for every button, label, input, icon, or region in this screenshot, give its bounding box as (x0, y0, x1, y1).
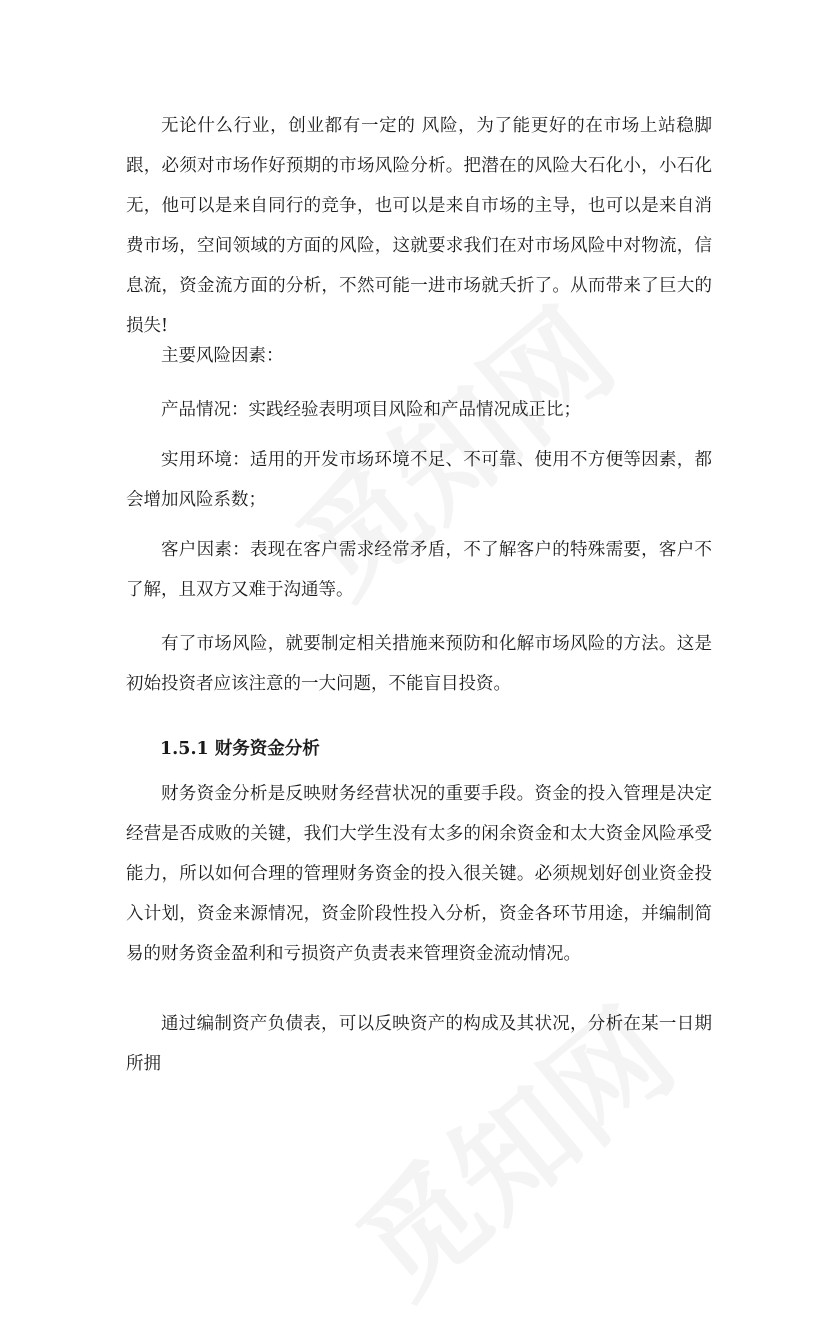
paragraph-intro: 无论什么行业，创业都有一定的 风险，为了能更好的在市场上站稳脚跟，必须对市场作好预期的市场风险分析。把潜在的风险大石化小，小石化无，他可以是来自同行的竞争，也可以是来自市场的主导，也可以是来自消费市场，空间领域的方面的风险，这就要求我们在对市场风险中对物流，信息流，资金流方面的分析，不然可能一进市场就夭折了。从而带来了巨大的损失! (126, 116, 712, 336)
section-heading: 1.5.1 财务资金分析 (160, 739, 320, 759)
paragraph-finance: 财务资金分析是反映财务经营状况的重要手段。资金的投入管理是决定经营是否成败的关键，我们大学生没有太多的闲余资金和太大资金风险承受能力，所以如何合理的管理财务资金的投入很关键。必须规划好创业资金投入计划，资金来源情况，资金阶段性投入分析，资金各环节用途，并编制简易的财务资金盈利和亏损资产负责表来管理资金流动情况。 (126, 784, 712, 964)
paragraph-balance-sheet: 通过编制资产负债表，可以反映资产的构成及其状况，分析在某一日期所拥 (126, 1014, 712, 1074)
paragraph-measures: 有了市场风险，就要制定相关措施来预防和化解市场风险的方法。这是初始投资者应该注意的一大问题，不能盲目投资。 (126, 634, 712, 694)
paragraph-product: 产品情况：实践经验表明项目风险和产品情况成正比； (161, 400, 581, 420)
paragraph-environment: 实用环境：适用的开发市场环境不足、不可靠、使用不方便等因素，都会增加风险系数； (126, 450, 712, 510)
paragraph-customer: 客户因素：表现在客户需求经常矛盾，不了解客户的特殊需要，客户不了解，且双方又难于沟通等。 (126, 540, 712, 600)
paragraph-main-factors: 主要风险因素： (161, 346, 284, 366)
